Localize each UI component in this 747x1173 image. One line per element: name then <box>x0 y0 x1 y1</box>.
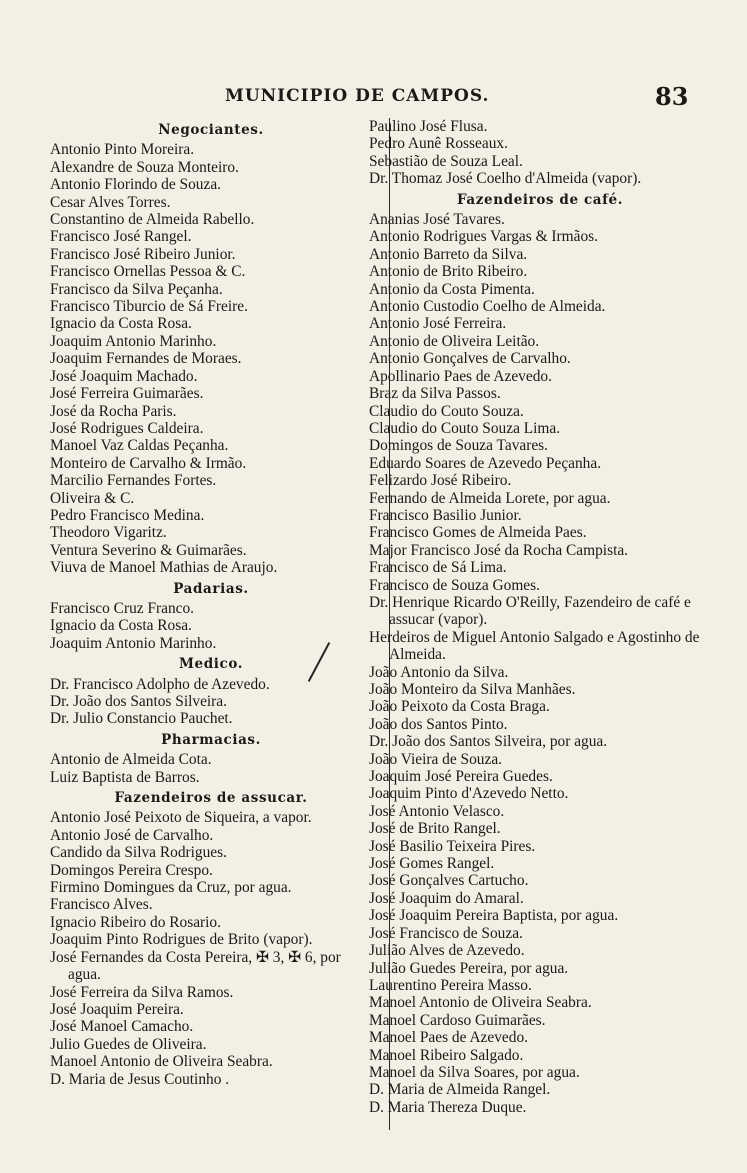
list-item: Apollinario Paes de Azevedo. <box>369 367 552 385</box>
list-item: Francisco de Souza Gomes. <box>369 576 540 594</box>
list-item: Manoel da Silva Soares, por agua. <box>369 1063 580 1081</box>
list-item: Ignacio da Costa Rosa. <box>50 315 192 333</box>
list-item: Claudio do Couto Souza. <box>369 402 524 420</box>
list-item: Antonio Custodio Coelho de Almeida. <box>369 298 606 316</box>
list-item: Antonio de Almeida Cota. <box>50 751 212 769</box>
list-item: Antonio José Ferreira. <box>369 315 507 333</box>
list-item: Major Francisco José da Rocha Campista. <box>369 541 629 559</box>
list-item: Francisco Tiburcio de Sá Freire. <box>50 298 248 316</box>
list-item: Francisco Gomes de Almeida Paes. <box>369 524 587 542</box>
list-item: Pedro Francisco Medina. <box>50 506 205 524</box>
section-heading: Medico. <box>179 656 243 673</box>
list-item: Francisco Basilio Junior. <box>369 506 522 524</box>
list-item: José da Rocha Paris. <box>50 402 177 420</box>
list-item: Ignacio Ribeiro do Rosario. <box>50 913 221 931</box>
list-item: Claudio do Couto Souza Lima. <box>369 419 561 437</box>
list-item: Cesar Alves Torres. <box>50 193 171 211</box>
list-item: Antonio de Brito Ribeiro. <box>369 263 528 281</box>
continued-list <box>367 118 713 188</box>
list-item: Candido da Silva Rodrigues. <box>50 844 227 862</box>
list-item: Francisco Alves. <box>50 896 153 914</box>
list-item: Dr. João dos Santos Silveira. <box>50 693 227 710</box>
list-item: José Joaquim Pereira Baptista, por agua. <box>369 907 619 925</box>
name-list <box>50 676 372 728</box>
name-list <box>50 809 372 1088</box>
list-item: Joaquim Antonio Marinho. <box>50 634 217 652</box>
list-item: José Gonçalves Cartucho. <box>369 872 529 890</box>
list-item: Viuva de Manoel Mathias de Araujo. <box>50 559 278 577</box>
list-item: João Peixoto da Costa Braga. <box>369 698 550 716</box>
list-item: Antonio Florindo de Souza. <box>50 176 221 194</box>
section-heading: Fazendeiros de café. <box>456 191 624 208</box>
name-list <box>50 751 372 786</box>
list-item: João Vieira de Souza. <box>369 750 502 768</box>
page-number: 83 <box>655 82 689 111</box>
list-item: Herdeiros de Miguel Antonio Salgado e Agostinho de Almeida. <box>369 628 700 664</box>
list-item: Antonio José de Carvalho. <box>50 826 214 844</box>
list-item: Joaquim Fernandes de Moraes. <box>50 350 242 368</box>
list-item: Oliveira & C. <box>50 489 135 507</box>
list-item: Ventura Severino & Guimarães. <box>50 541 247 559</box>
left-column <box>50 118 372 1088</box>
list-item: D. Maria de Jesus Coutinho . <box>50 1070 230 1088</box>
list-item: Dr. Thomaz José Coelho d'Almeida (vapor). <box>369 170 642 188</box>
list-item: Dr. João dos Santos Silveira, por agua. <box>369 733 608 751</box>
list-item: Ananias José Tavares. <box>369 211 505 229</box>
list-item: Alexandre de Souza Monteiro. <box>50 158 239 176</box>
list-item: Manoel Antonio de Oliveira Seabra. <box>369 994 592 1012</box>
list-item: Manoel Antonio de Oliveira Seabra. <box>50 1053 273 1071</box>
list-item: Firmino Domingues da Cruz, por agua. <box>50 879 292 897</box>
list-item: Marcilio Fernandes Fortes. <box>50 472 217 490</box>
section-heading: Pharmacias. <box>161 731 261 748</box>
list-item: D. Maria de Almeida Rangel. <box>369 1081 551 1099</box>
list-item: José Joaquim do Amaral. <box>369 889 524 907</box>
list-item: Antonio da Costa Pimenta. <box>369 280 535 298</box>
list-item: José de Brito Rangel. <box>369 820 501 838</box>
list-item: José Gomes Rangel. <box>369 855 495 873</box>
list-item: Dr. Francisco Adolpho de Azevedo. <box>50 675 270 693</box>
right-column <box>367 118 713 1116</box>
list-item: José Basilio Teixeira Pires. <box>369 837 536 855</box>
list-item: Francisco de Sá Lima. <box>369 559 507 577</box>
list-item: Fernando de Almeida Lorete, por agua. <box>369 489 611 507</box>
list-item: Francisco Ornellas Pessoa & C. <box>50 263 246 281</box>
list-item: Francisco José Rangel. <box>50 228 192 246</box>
list-item: Francisco José Ribeiro Junior. <box>50 245 236 263</box>
list-item: Antonio Barreto da Silva. <box>369 245 528 263</box>
list-item: Braz da Silva Passos. <box>369 385 501 403</box>
list-item: Pedro Aunê Rosseaux. <box>369 135 508 153</box>
list-item: Julião Alves de Azevedo. <box>369 942 525 960</box>
name-list <box>50 141 372 576</box>
list-item: Joaquim Pinto Rodrigues de Brito (vapor). <box>50 931 313 949</box>
section-heading: Negociantes. <box>158 122 264 138</box>
list-item: Ignacio da Costa Rosa. <box>50 617 192 635</box>
list-item: Laurentino Pereira Masso. <box>369 976 532 994</box>
list-item: Antonio Rodrigues Vargas & Irmãos. <box>369 228 598 246</box>
list-item: Manoel Paes de Azevedo. <box>369 1029 528 1047</box>
list-item: Julio Guedes de Oliveira. <box>50 1035 207 1053</box>
list-item: Francisco da Silva Peçanha. <box>50 280 223 298</box>
list-item: Antonio Gonçalves de Carvalho. <box>369 350 571 368</box>
list-item: Antonio de Oliveira Leitão. <box>369 332 540 350</box>
list-item: Eduardo Soares de Azevedo Peçanha. <box>369 454 602 472</box>
list-item: Domingos Pereira Crespo. <box>50 861 213 879</box>
list-item: D. Maria Thereza Duque. <box>369 1098 527 1116</box>
list-item: Dr. Henrique Ricardo O'Reilly, Fazendeiro de café e assucar (vapor). <box>369 593 691 629</box>
list-item: Luiz Baptista de Barros. <box>50 768 200 786</box>
section-heading: Padarias. <box>173 580 249 597</box>
list-item: João dos Santos Pinto. <box>369 715 508 733</box>
list-item: Paulino José Flusa. <box>369 118 488 135</box>
page-title: MUNICIPIO DE CAMPOS. <box>225 86 490 106</box>
list-item: Theodoro Vigaritz. <box>50 524 167 542</box>
list-item: José Joaquim Machado. <box>50 367 198 385</box>
name-list <box>50 600 372 652</box>
list-item: Joaquim Antonio Marinho. <box>50 332 217 350</box>
list-item: Francisco Cruz Franco. <box>50 599 195 617</box>
list-item: Manoel Cardoso Guimarães. <box>369 1011 546 1029</box>
list-item: Constantino de Almeida Rabello. <box>50 211 255 229</box>
list-item: Monteiro de Carvalho & Irmão. <box>50 454 247 472</box>
list-item: Joaquim Pinto d'Azevedo Netto. <box>369 785 569 803</box>
list-item: João Antonio da Silva. <box>369 663 509 681</box>
list-item: José Antonio Velasco. <box>369 802 505 820</box>
list-item: José Joaquim Pereira. <box>50 1000 184 1018</box>
list-item: José Manoel Camacho. <box>50 1018 194 1036</box>
list-item: Antonio José Peixoto de Siqueira, a vapor. <box>50 809 312 827</box>
list-item: Dr. Julio Constancio Pauchet. <box>50 710 233 728</box>
list-item: Sebastião de Souza Leal. <box>369 152 523 170</box>
name-list <box>367 211 713 1116</box>
list-item: João Monteiro da Silva Manhães. <box>369 681 576 698</box>
list-item: José Rodrigues Caldeira. <box>50 419 204 437</box>
list-item: Manoel Vaz Caldas Peçanha. <box>50 437 229 455</box>
list-item: Joaquim José Pereira Guedes. <box>369 768 553 786</box>
list-item: José Fernandes da Costa Pereira, ✠ 3, ✠ 6, por agua. <box>50 948 341 984</box>
section-heading: Fazendeiros de assucar. <box>114 790 308 807</box>
list-item: José Ferreira Guimarães. <box>50 385 204 403</box>
list-item: José Francisco de Souza. <box>369 924 523 942</box>
list-item: Antonio Pinto Moreira. <box>50 141 195 159</box>
list-item: Felizardo José Ribeiro. <box>369 472 512 490</box>
list-item: José Ferreira da Silva Ramos. <box>50 983 234 1001</box>
list-item: Manoel Ribeiro Salgado. <box>369 1046 524 1064</box>
list-item: Domingos de Souza Tavares. <box>369 437 549 455</box>
list-item: Julião Guedes Pereira, por agua. <box>369 959 569 977</box>
